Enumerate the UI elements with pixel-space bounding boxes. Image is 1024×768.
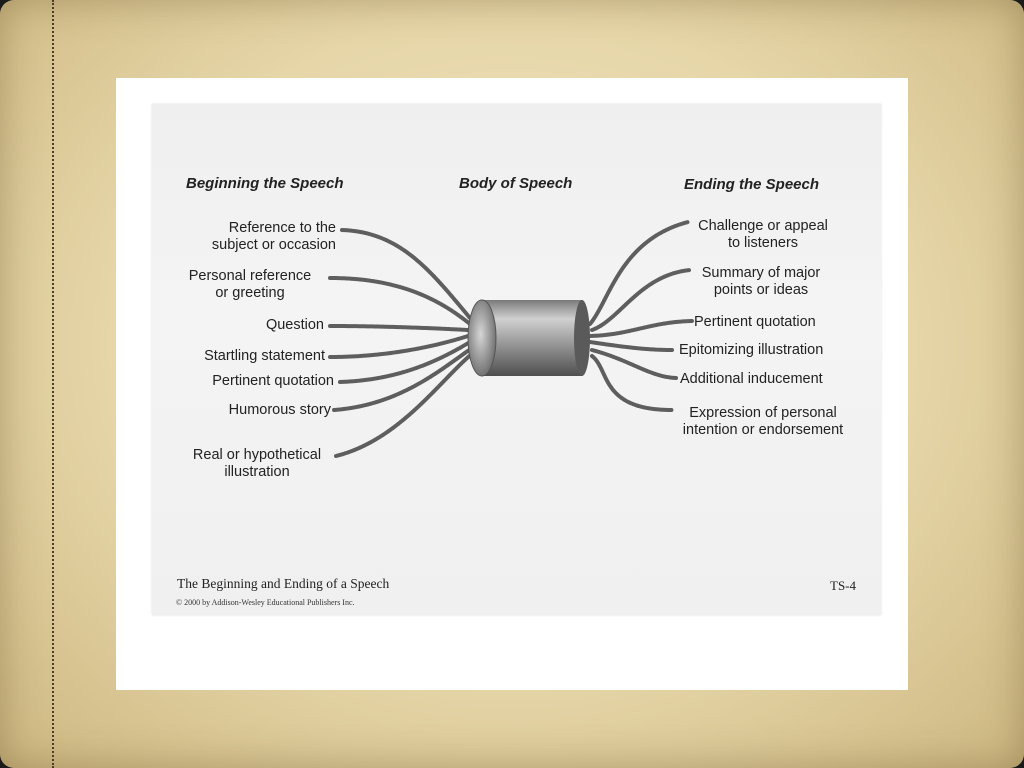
beginning-item-question: Question — [265, 317, 324, 333]
beginning-item-pertinent-quotation: Pertinent quotation — [212, 373, 334, 389]
beginning-connector-strand-1 — [330, 278, 470, 324]
ending-item-pertinent-quotation: Pertinent quotation — [694, 314, 816, 330]
heading-ending: Ending the Speech — [684, 176, 820, 193]
beginning-item-humorous-story: Humorous story — [228, 402, 331, 418]
caption-title: The Beginning and Ending of a Speech — [177, 576, 390, 591]
ending-item-additional-inducement: Additional inducement — [680, 371, 823, 387]
body-cylinder — [468, 300, 590, 376]
ending-item-summary: Summary of major points or ideas — [701, 265, 821, 298]
heading-body: Body of Speech — [459, 175, 573, 192]
ending-item-challenge: Challenge or appeal to listeners — [698, 218, 828, 251]
beginning-item-hypothetical-illustration: Real or hypothetical illustration — [192, 447, 322, 480]
ending-item-epitomizing-illustration: Epitomizing illustration — [679, 342, 824, 358]
caption-copyright: © 2000 by Addison-Wesley Educational Publishers Inc. — [176, 598, 355, 607]
beginning-item-startling-statement: Startling statement — [204, 348, 325, 364]
beginning-connector-strand-0 — [342, 230, 470, 318]
ending-connector-strand-3 — [590, 342, 672, 350]
beginning-connector-strand-2 — [330, 326, 468, 330]
plate-code: TS-4 — [830, 578, 856, 593]
heading-beginning: Beginning the Speech — [186, 175, 344, 192]
beginning-item-reference: Reference to the subject or occasion — [211, 220, 336, 253]
beginning-item-personal-reference: Personal reference or greeting — [188, 268, 312, 301]
beginning-connector-strand-6 — [336, 352, 474, 456]
ending-item-personal-intention: Expression of personal intention or endorsement — [682, 405, 844, 438]
